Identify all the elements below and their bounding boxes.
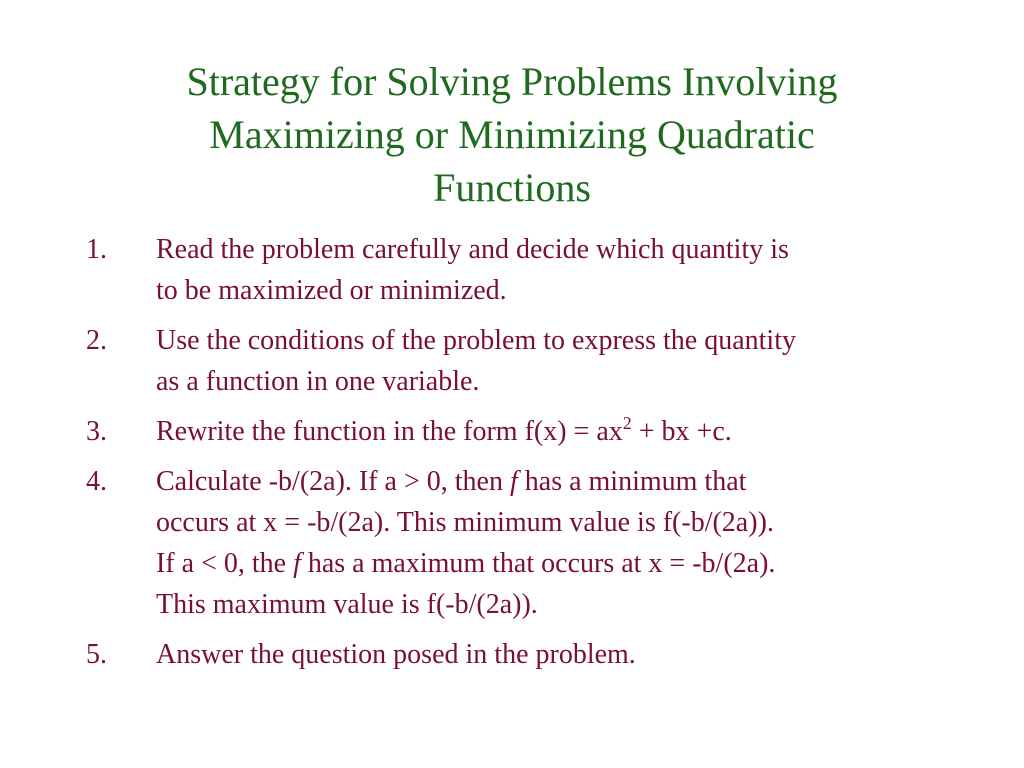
step-2 xyxy=(86,320,946,402)
step-5 xyxy=(86,634,946,675)
step-1 xyxy=(86,229,946,311)
step-number: 5. xyxy=(86,639,107,670)
step-text-line xyxy=(156,461,946,502)
slide-title xyxy=(100,55,924,214)
step-text: Rewrite the function in the form f(x) = ax xyxy=(156,416,623,447)
function-f-italic: f xyxy=(293,548,301,579)
exponent: 2 xyxy=(622,413,632,433)
strategy-steps-list xyxy=(86,229,946,684)
step-text-line: This maximum value is f(-b/(2a)). xyxy=(156,589,538,620)
title-line: Functions xyxy=(433,165,591,210)
step-text: + bx +c. xyxy=(631,416,732,447)
step-text-line xyxy=(156,543,946,584)
step-text: Calculate -b/(2a). If a > 0, then xyxy=(156,466,510,497)
step-text: If a < 0, the xyxy=(156,548,294,579)
step-text: has a maximum that occurs at x = -b/(2a). xyxy=(300,548,776,579)
step-3 xyxy=(86,411,946,452)
step-text: has a minimum that xyxy=(517,466,747,497)
title-line: Maximizing or Minimizing Quadratic xyxy=(209,112,815,157)
step-number: 1. xyxy=(86,234,107,265)
step-text-line: Use the conditions of the problem to express the quantity xyxy=(156,325,796,356)
function-f-italic: f xyxy=(509,466,518,497)
step-text-line: Read the problem carefully and decide which quantity is xyxy=(156,234,789,265)
step-text-line: Answer the question posed in the problem. xyxy=(156,639,636,670)
step-number: 4. xyxy=(86,466,107,497)
step-number: 3. xyxy=(86,416,107,447)
step-text-line: to be maximized or minimized. xyxy=(156,275,507,306)
step-4 xyxy=(86,461,946,625)
title-line: Strategy for Solving Problems Involving xyxy=(186,59,838,104)
step-text-line xyxy=(156,411,946,452)
step-text-line: as a function in one variable. xyxy=(156,366,480,397)
step-number: 2. xyxy=(86,325,107,356)
step-text-line: occurs at x = -b/(2a). This minimum value is f(-b/(2a)). xyxy=(156,507,774,538)
